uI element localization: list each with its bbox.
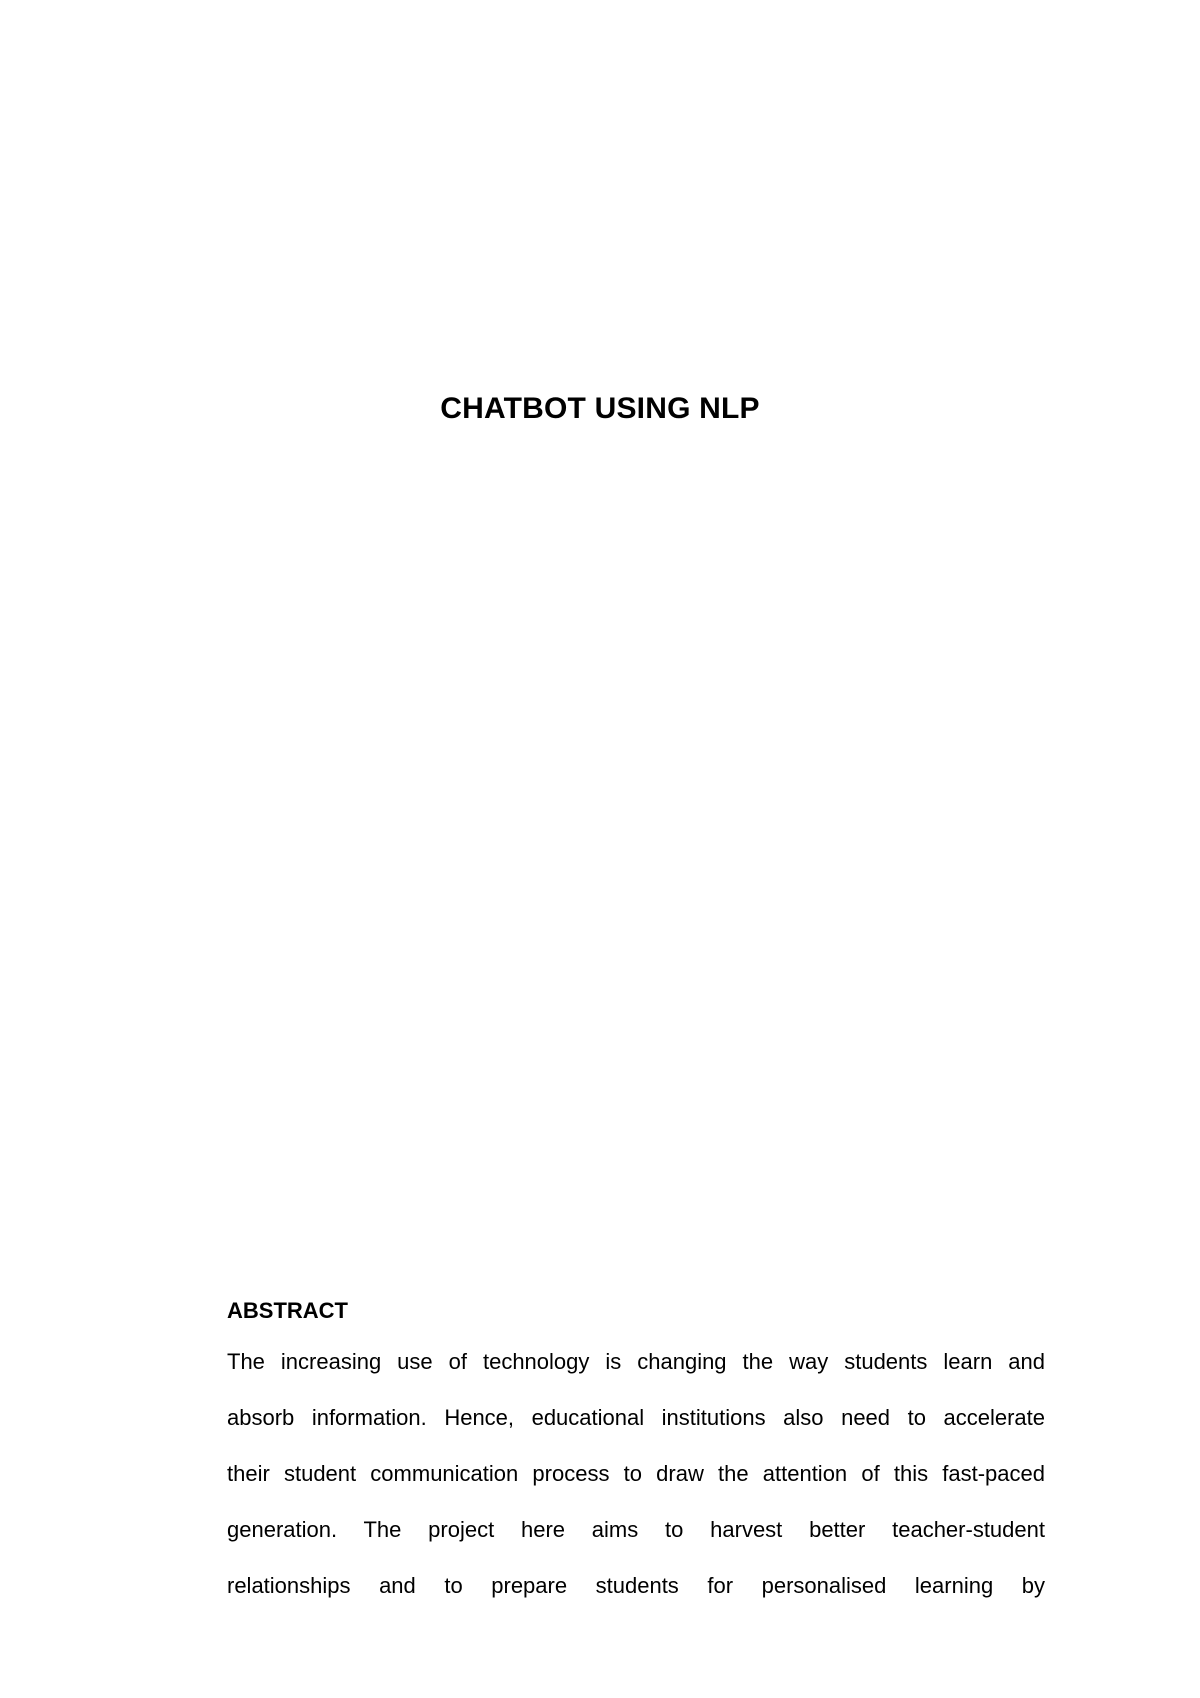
abstract-body [227,1334,1045,1614]
page-title: CHATBOT USING NLP [440,392,760,425]
abstract-line: their student communication process to draw the attention of this fast-paced [227,1461,1045,1486]
abstract-heading: ABSTRACT [227,1298,348,1323]
abstract-line: The increasing use of technology is changing the way students learn and [227,1349,1045,1374]
abstract-line: absorb information. Hence, educational institutions also need to accelerate [227,1405,1045,1430]
abstract-section [227,1300,1045,1614]
abstract-line: relationships and to prepare students for personalised learning by [227,1573,1045,1598]
abstract-line: generation. The project here aims to harvest better teacher-student [227,1517,1045,1542]
